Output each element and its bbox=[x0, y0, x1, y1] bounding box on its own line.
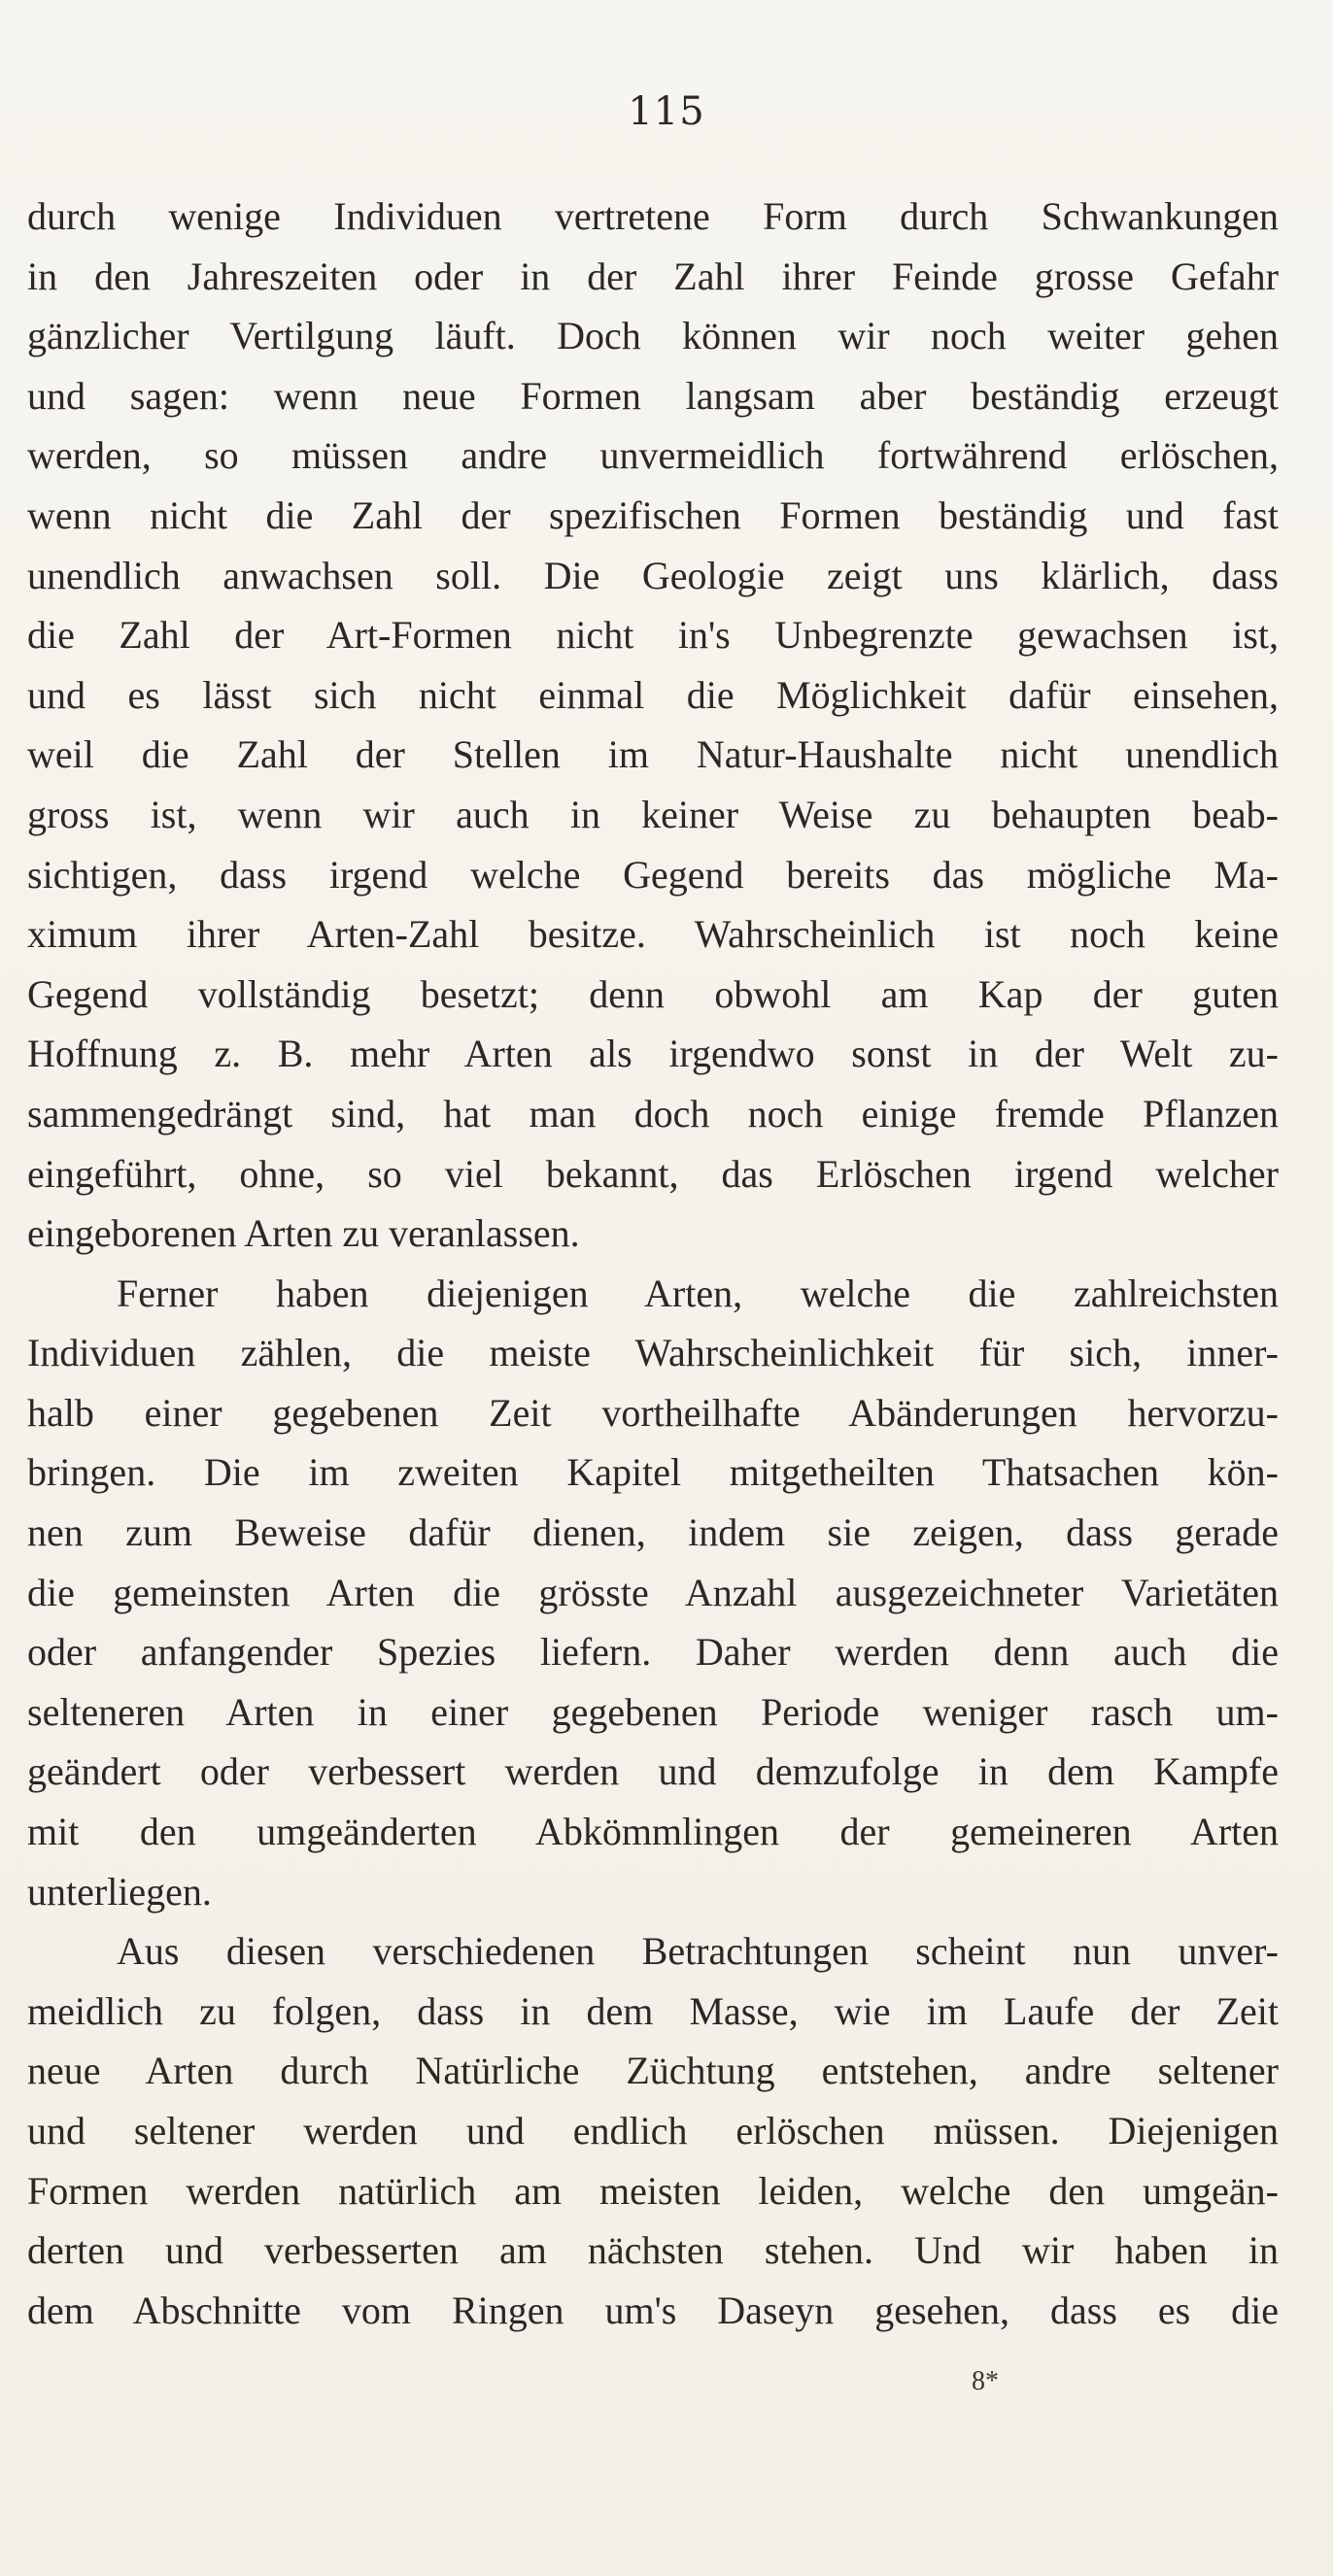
text-line: halb einer gegebenen Zeit vortheilhafte Abänderungen hervorzu- bbox=[27, 1390, 1279, 1435]
text-line: die Zahl der Art-Formen nicht in's Unbegrenzte gewachsen ist, bbox=[27, 613, 1279, 658]
text-line: sammengedrängt sind, hat man doch noch einige fremde Pflanzen bbox=[27, 1091, 1279, 1135]
text-line: wenn nicht die Zahl der spezifischen Formen beständig und fast bbox=[27, 492, 1279, 537]
signature-mark: 8* bbox=[972, 2366, 999, 2396]
text-line: sichtigen, dass irgend welche Gegend bereits das mögliche Ma- bbox=[27, 852, 1279, 897]
text-line: Gegend vollständig besetzt; denn obwohl am Kap der guten bbox=[27, 971, 1279, 1016]
text-line: bringen. Die im zweiten Kapitel mitgetheilten Thatsachen kön- bbox=[27, 1450, 1279, 1495]
text-line: meidlich zu folgen, dass in dem Masse, wie im Laufe der Zeit bbox=[27, 1988, 1279, 2033]
text-line: durch wenige Individuen vertretene Form durch Schwankungen bbox=[27, 194, 1279, 238]
text-line: und seltener werden und endlich erlöschen müssen. Diejenigen bbox=[27, 2109, 1279, 2152]
text-line: derten und verbesserten am nächsten stehen. Und wir haben in bbox=[27, 2228, 1279, 2273]
text-line: und es lässt sich nicht einmal die Möglichkeit dafür einsehen, bbox=[27, 672, 1279, 717]
paragraph-start-line: Ferner haben diejenigen Arten, welche die zahlreichsten bbox=[117, 1271, 1279, 1315]
text-line: geändert oder verbessert werden und demzufolge in dem Kampfe bbox=[27, 1749, 1279, 1794]
text-line: selteneren Arten in einer gegebenen Periode weniger rasch um- bbox=[27, 1689, 1279, 1734]
body-text bbox=[27, 186, 1279, 2340]
text-line: weil die Zahl der Stellen im Natur-Haushalte nicht unendlich bbox=[27, 732, 1279, 777]
text-line: eingeborenen Arten zu veranlassen. bbox=[27, 1211, 580, 1256]
text-line: Hoffnung z. B. mehr Arten als irgendwo sonst in der Welt zu- bbox=[27, 1032, 1279, 1076]
text-line: nen zum Beweise dafür dienen, indem sie zeigen, dass gerade bbox=[27, 1510, 1279, 1555]
text-line: dem Abschnitte vom Ringen um's Daseyn gesehen, dass es die bbox=[27, 2288, 1279, 2332]
text-line: Individuen zählen, die meiste Wahrscheinlichkeit für sich, inner- bbox=[27, 1331, 1279, 1375]
text-line: gänzlicher Vertilgung läuft. Doch können wir noch weiter gehen bbox=[27, 314, 1279, 358]
text-line: gross ist, wenn wir auch in keiner Weise zu behaupten beab- bbox=[27, 792, 1279, 836]
text-line: Formen werden natürlich am meisten leiden, welche den umgeän- bbox=[27, 2168, 1279, 2213]
text-line: oder anfangender Spezies liefern. Daher werden denn auch die bbox=[27, 1630, 1279, 1675]
text-line: unterliegen. bbox=[27, 1869, 212, 1914]
text-line: in den Jahreszeiten oder in der Zahl ihrer Feinde grosse Gefahr bbox=[27, 254, 1279, 298]
text-line: und sagen: wenn neue Formen langsam aber beständig erzeugt bbox=[27, 373, 1279, 418]
text-line: neue Arten durch Natürliche Züchtung entstehen, andre seltener bbox=[27, 2049, 1279, 2093]
page-number: 115 bbox=[628, 89, 705, 134]
text-line: mit den umgeänderten Abkömmlingen der gemeineren Arten bbox=[27, 1810, 1279, 1854]
text-line: eingeführt, ohne, so viel bekannt, das Erlöschen irgend welcher bbox=[27, 1151, 1279, 1196]
text-line: werden, so müssen andre unvermeidlich fortwährend erlöschen, bbox=[27, 433, 1279, 478]
text-line: die gemeinsten Arten die grösste Anzahl ausgezeichneter Varietäten bbox=[27, 1570, 1279, 1614]
paragraph-start-line: Aus diesen verschiedenen Betrachtungen scheint nun unver- bbox=[117, 1929, 1279, 1974]
text-line: ximum ihrer Arten-Zahl besitze. Wahrscheinlich ist noch keine bbox=[27, 912, 1279, 957]
text-line: unendlich anwachsen soll. Die Geologie zeigt uns klärlich, dass bbox=[27, 553, 1279, 597]
